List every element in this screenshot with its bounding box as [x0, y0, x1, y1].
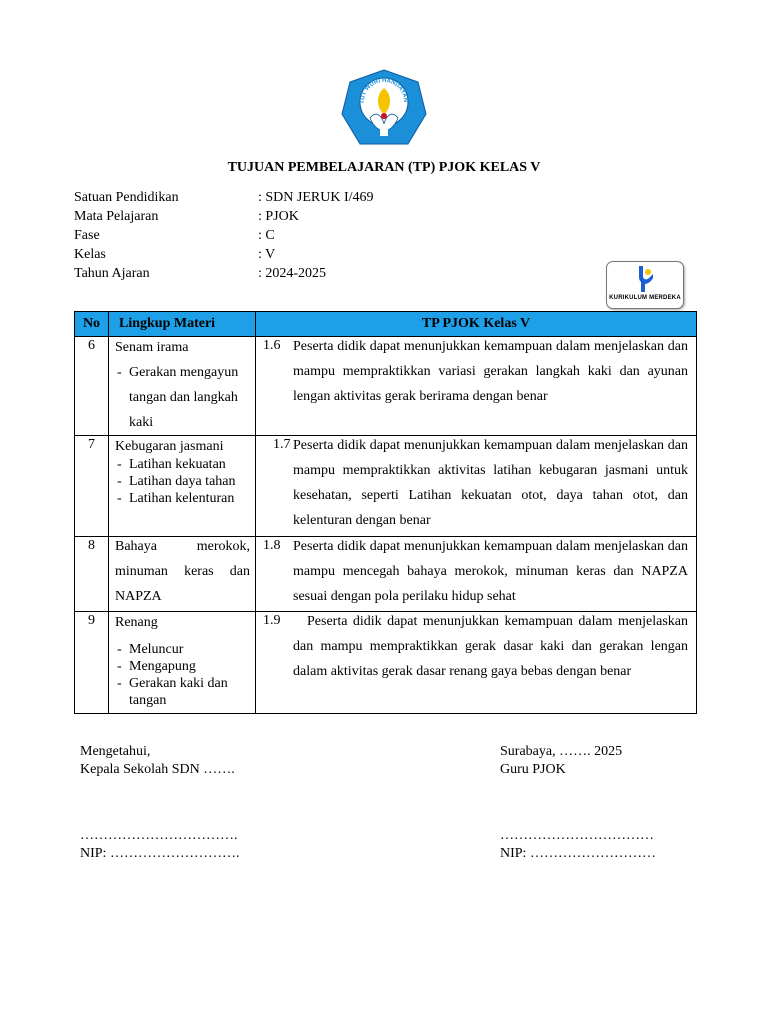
sig-left-nip: NIP: ………………………. — [80, 846, 240, 861]
info-row — [74, 245, 374, 264]
tp-text: Peserta didik dapat menunjukkan kemampuan dalam menjelaskan dan mampu mempraktikkan gerak dasar kaki dan gerakan lengan dalam aktivitas gerak dasar renang gaya bebas dengan benar — [293, 614, 688, 679]
tp-number: 1.7 — [273, 437, 291, 452]
info-value: : SDN JERUK I/469 — [258, 190, 374, 205]
row-no: 6 — [75, 337, 109, 436]
sig-right-line2: Guru PJOK — [500, 762, 566, 777]
sig-left-line1: Mengetahui, — [80, 744, 151, 759]
info-row — [74, 226, 374, 245]
materi-title: Renang — [115, 615, 158, 630]
list-item: - Latihan kelenturan — [115, 490, 250, 507]
info-block — [74, 188, 374, 283]
sig-right-nip: NIP: ……………………… — [500, 846, 656, 861]
info-label: Kelas — [74, 247, 106, 262]
row-tp — [256, 612, 697, 714]
sig-right-dots: …………………………… — [500, 828, 654, 843]
tp-text: Peserta didik dapat menunjukkan kemampuan dalam menjelaskan dan mampu mempraktikkan variasi gerakan langkah kaki dan ayunan lengan aktivitas gerak berirama dengan benar — [293, 339, 688, 404]
list-item: - Latihan daya tahan — [115, 473, 250, 490]
row-tp — [256, 337, 697, 436]
row-materi — [109, 612, 256, 714]
table-header-row — [75, 312, 697, 337]
header-tp: TP PJOK Kelas V — [256, 312, 697, 337]
materi-sublist — [115, 641, 250, 709]
row-no: 7 — [75, 436, 109, 537]
materi-title: Senam irama — [115, 340, 189, 355]
info-value: : 2024-2025 — [258, 266, 327, 281]
table-row — [75, 337, 697, 436]
row-no: 8 — [75, 537, 109, 612]
info-label: Tahun Ajaran — [74, 266, 150, 281]
document-title: TUJUAN PEMBELAJARAN (TP) PJOK KELAS V — [227, 160, 541, 175]
materi-sublist — [115, 456, 250, 507]
tp-number: 1.9 — [263, 613, 281, 628]
table-row — [75, 612, 697, 714]
signature-right — [500, 743, 622, 779]
signature-left-name — [80, 827, 239, 863]
tp-table — [74, 311, 697, 714]
sig-left-line2: Kepala Sekolah SDN ……. — [80, 762, 235, 777]
sig-left-dots: ……………………………. — [80, 828, 238, 843]
materi-title: Kebugaran jasmani — [115, 439, 224, 454]
tut-wuri-handayani-logo — [340, 68, 428, 152]
tp-text: Peserta didik dapat menunjukkan kemampuan dalam menjelaskan dan mampu mencegah bahaya merokok, minuman keras dan NAPZA sesuai dengan pola perilaku hidup sehat — [293, 539, 688, 604]
row-no: 9 — [75, 612, 109, 714]
signature-right-name — [500, 827, 656, 863]
info-value: : C — [258, 228, 275, 243]
table-row — [75, 436, 697, 537]
materi-sublist — [115, 360, 250, 435]
info-row — [74, 207, 374, 226]
svg-text:TUT WURI HANDAYANI: TUT WURI HANDAYAN — [359, 77, 409, 104]
info-value: : PJOK — [258, 209, 299, 224]
kurikulum-merdeka-text: KURIKULUM MERDEKA — [609, 295, 681, 301]
info-row — [74, 264, 374, 283]
info-label: Satuan Pendidikan — [74, 190, 179, 205]
signature-left — [80, 743, 235, 779]
list-item: - Gerakan kaki dan tangan — [115, 675, 250, 709]
info-label: Fase — [74, 228, 100, 243]
row-materi — [109, 337, 256, 436]
row-materi — [109, 537, 256, 612]
info-value: : V — [258, 247, 276, 262]
header-no: No — [75, 312, 109, 337]
sig-right-line1: Surabaya, ……. 2025 — [500, 744, 623, 759]
row-tp — [256, 436, 697, 537]
tp-number: 1.8 — [263, 538, 281, 553]
list-item: - Mengapung — [115, 658, 250, 675]
info-row — [74, 188, 374, 207]
row-tp — [256, 537, 697, 612]
list-item: - Meluncur — [115, 641, 250, 658]
table-row — [75, 537, 697, 612]
tp-number: 1.6 — [263, 338, 281, 353]
row-materi — [109, 436, 256, 537]
materi-title: Bahaya merokok, minuman keras dan NAPZA — [115, 539, 250, 604]
tp-text: Peserta didik dapat menunjukkan kemampuan dalam menjelaskan dan mampu mempraktikkan aktivitas latihan kebugaran jasmani untuk kesehatan, seperti Latihan kekuatan otot, daya tahan otot, dan kelenturan dengan benar — [293, 438, 688, 528]
kurikulum-merdeka-icon — [607, 262, 683, 296]
list-item: - Latihan kekuatan — [115, 456, 250, 473]
list-item: - Gerakan mengayun tangan dan langkah kaki — [115, 360, 250, 435]
header-lingkup-materi: Lingkup Materi — [109, 312, 256, 337]
kurikulum-merdeka-logo — [606, 261, 684, 309]
info-label: Mata Pelajaran — [74, 209, 159, 224]
